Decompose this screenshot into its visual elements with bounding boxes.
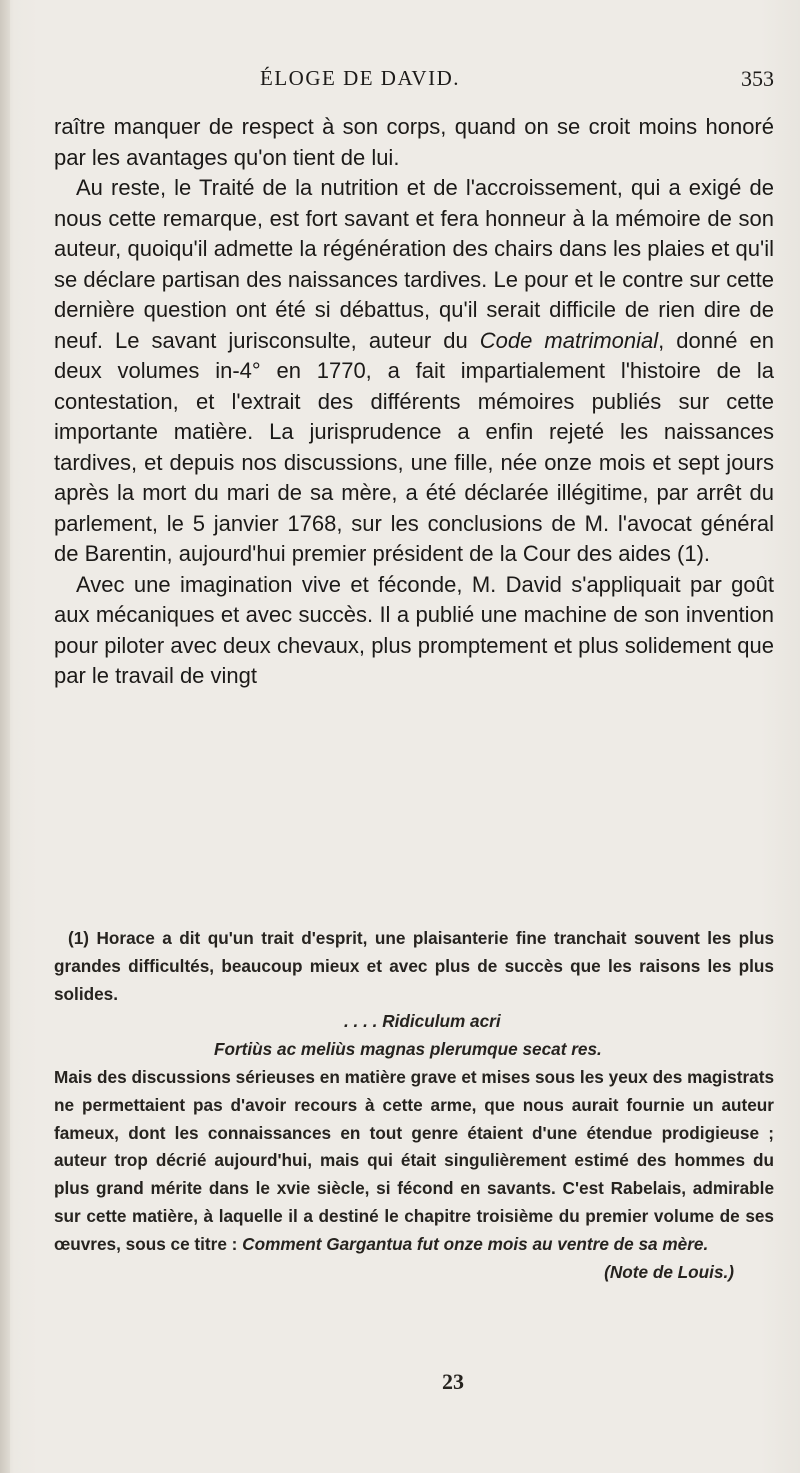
footnote-block: [54, 925, 774, 1286]
footnote-chapter-title: Comment Gargantua fut onze mois au ventre de sa mère.: [242, 1233, 709, 1254]
latin-quote-line-2: Fortiùs ac meliùs magnas plerumque secat res.: [214, 1039, 602, 1060]
running-head: ÉLOGE DE DAVID.: [260, 66, 461, 90]
paragraph-2-text-b: , donné en deux volumes in-4° en 1770, a fait impartialement l'histoire de la contestation, et l'extrait des différents mémoires publiés sur cette importante matière. La jurisprudence a enfin rejeté les naissances tardives, et depuis nos discussions, une fille, née onze mois et sept jours après la mort du mari de sa mère, a été déclarée illégitime, par arrêt du parlement, le 5 janvier 1768, sur les conclusions de M. l'avocat général de Barentin, aujourd'hui premier président de la Cour des aides (1).: [54, 327, 774, 566]
paragraph-2-text-a: Au reste, le Traité de la nutrition et de l'accroissement, qui a exigé de nous cette remarque, est fort savant et fera honneur à la mémoire de son auteur, quoiqu'il admette la régénération des chairs dans les plaies et qu'il se déclare partisan des naissances tardives. Le pour et le contre sur cette dernière question ont été si débattus, qu'il serait difficile de rien dire de neuf. Le savant jurisconsulte, auteur du: [54, 175, 774, 353]
footnote-body-text: Mais des discussions sérieuses en matière grave et mises sous les yeux des magistrats ne permettaient pas d'avoir recours à cette arme, que nous aurait fournie un auteur fameux, dont les connaissances en tout genre étaient d'une étendue prodigieuse ; auteur trop décrié aujourd'hui, mais qui était singulièrement estimé des hommes du plus grand mérite dans le xvie siècle, si fécond en savants. C'est Rabelais, admirable sur cette matière, à laquelle il a destiné le chapitre troisième du premier volume de ses œuvres, sous ce titre :: [54, 1066, 774, 1254]
footnote-attribution: (Note de Louis.): [604, 1261, 734, 1282]
footnote-body: [54, 1064, 774, 1259]
page-gutter: [0, 0, 10, 1473]
paragraph-3: [54, 570, 774, 692]
paragraph-1: [54, 112, 774, 173]
signature-mark: 23: [442, 1369, 464, 1394]
main-text: [54, 112, 774, 692]
latin-quote-line-1: . . . . Ridiculum acri: [344, 1011, 501, 1032]
paragraph-1-text: raître manquer de respect à son corps, quand on se croit moins honoré par les avantages qu'on tient de lui.: [54, 114, 774, 170]
paragraph-3-text: Avec une imagination vive et féconde, M. David s'appliquait par goût aux mécaniques et avec succès. Il a publié une machine de son invention pour piloter avec deux chevaux, plus promptement et plus solidement que par le travail de vingt: [54, 571, 774, 688]
page-number: 353: [741, 66, 774, 91]
book-title-code-matrimonial: Code matrimonial: [479, 327, 659, 353]
paragraph-2: [54, 173, 774, 570]
footnote-intro: (1) Horace a dit qu'un trait d'esprit, une plaisanterie fine tranchait souvent les plus grandes difficultés, beaucoup mieux et avec plus de succès que les raisons les plus solides.: [54, 928, 774, 1004]
page-header: [54, 66, 774, 96]
